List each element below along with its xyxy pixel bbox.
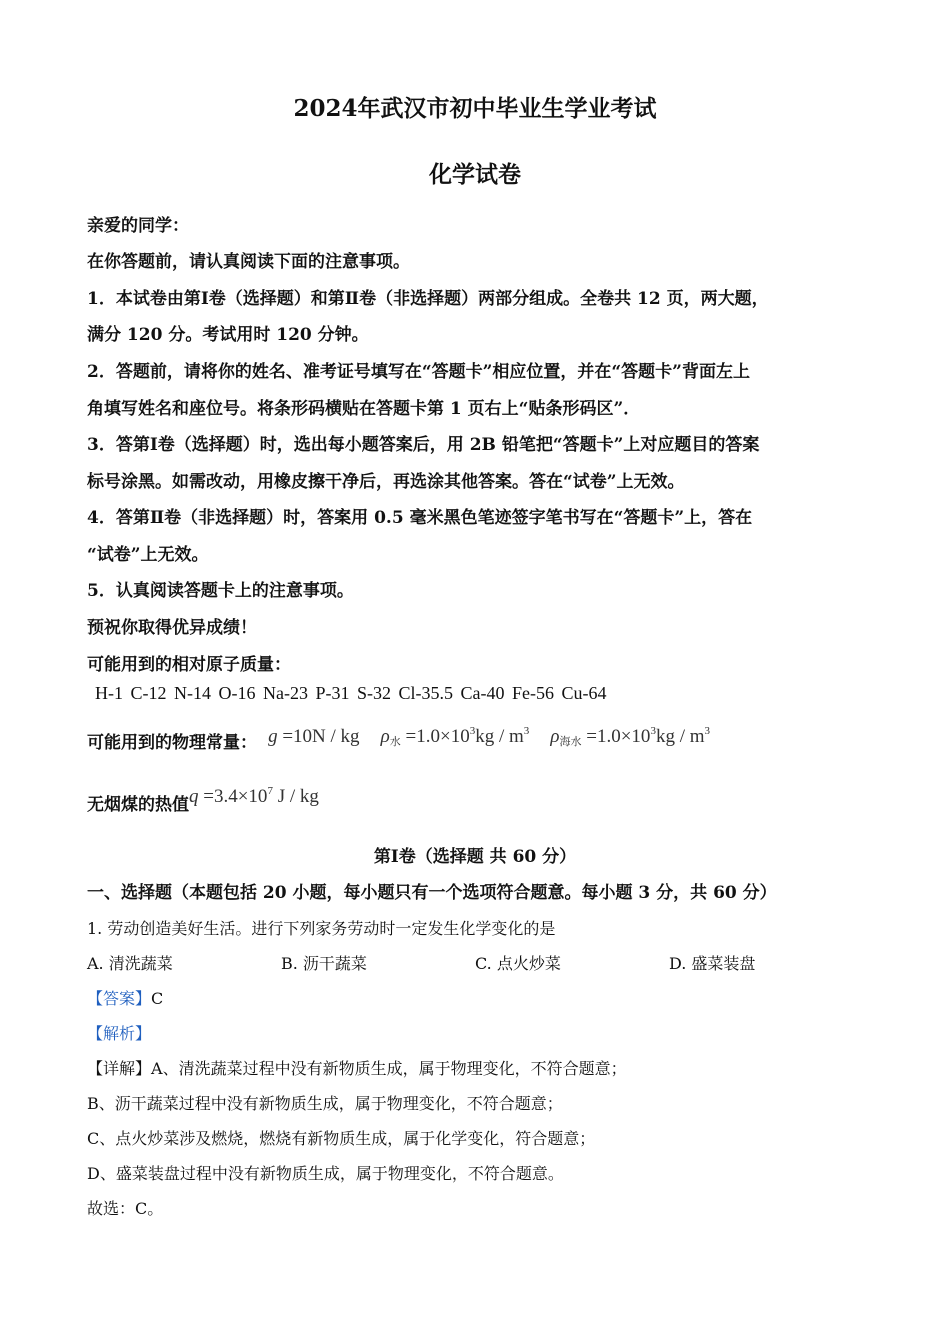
section-heading: 第Ⅰ卷（选择题 共 60 分）: [373, 847, 577, 867]
physics-constants-label: 可能用到的物理常量：: [87, 733, 257, 753]
option-a: A. 清洗蔬菜: [87, 954, 173, 973]
conclusion-line: 故选：C。: [87, 1199, 164, 1218]
question-stem: 1. 劳动创造美好生活。进行下列家务劳动时一定发生化学变化的是: [87, 919, 556, 938]
physics-constants-row: [87, 722, 710, 753]
rho-symbol: ρ: [380, 726, 390, 747]
notice-line: 3．答第Ⅰ卷（选择题）时，选出每小题答案后，用 2B 铅笔把“答题卡”上对应题目的答案: [87, 435, 760, 455]
option-c: C. 点火炒菜: [475, 954, 561, 973]
q-value: =3.4×10: [203, 786, 268, 807]
answer-line: [87, 986, 163, 1009]
q-unit: J / kg: [272, 786, 319, 807]
rho-symbol: ρ: [550, 726, 560, 747]
exam-title: 2024年武汉市初中毕业生学业考试: [293, 95, 657, 122]
notice-line: 标号涂黑。如需改动，用橡皮擦干净后，再选涂其他答案。答在“试卷”上无效。: [87, 472, 685, 492]
atomic-mass-list: H-1 C-12 N-14 O-16 Na-23 P-31 S-32 Cl-35.5 Ca-40 Fe-56 Cu-64: [95, 683, 607, 703]
rho-water-unit: kg / m: [475, 726, 524, 747]
rho-water-subscript: 水: [389, 736, 401, 748]
q-exponent: 7: [267, 785, 273, 797]
exam-subtitle: 化学试卷: [429, 161, 521, 188]
rho-water-value: =1.0×10: [405, 726, 470, 747]
rho-sea-unit-exponent: 3: [704, 725, 710, 737]
seawater-density-constant: [550, 726, 710, 747]
option-b: B. 沥干蔬菜: [281, 954, 367, 973]
analysis-tag: 【解析】: [87, 1024, 152, 1043]
notice-line: 满分 120 分。考试用时 120 分钟。: [87, 325, 369, 345]
answer-value: C: [151, 989, 164, 1008]
rho-water-exponent: 3: [469, 725, 476, 737]
detail-line: [87, 1056, 627, 1079]
notice-line: 1．本试卷由第Ⅰ卷（选择题）和第Ⅱ卷（非选择题）两部分组成。全卷共 12 页，两大题，: [87, 289, 769, 309]
detail-text: A、清洗蔬菜过程中没有新物质生成，属于物理变化，不符合题意；: [151, 1059, 627, 1078]
q-symbol: q: [189, 786, 199, 807]
wish-line: 预祝你取得优异成绩！: [87, 618, 257, 638]
notice-line: 4．答第Ⅱ卷（非选择题）时，答案用 0.5 毫米黑色笔迹签字笔书写在“答题卡”上，答在: [87, 508, 753, 528]
rho-sea-subscript: 海水: [559, 736, 582, 748]
water-density-constant: [381, 726, 530, 747]
section-instruction: 一、选择题（本题包括 20 小题，每小题只有一个选项符合题意。每小题 3 分，共 60 分）: [87, 883, 777, 903]
notice-line: 2．答题前，请将你的姓名、准考证号填写在“答题卡”相应位置，并在“答题卡”背面左上: [87, 362, 750, 382]
heat-value-formula: [189, 786, 319, 807]
notice-line: 角填写姓名和座位号。将条形码横贴在答题卡第 1 页右上“贴条形码区”．: [87, 399, 641, 419]
rho-water-unit-exponent: 3: [523, 725, 530, 737]
notice-line: “试卷”上无效。: [87, 545, 209, 565]
notice-line: 5．认真阅读答题卡上的注意事项。: [87, 581, 354, 601]
atomic-mass-label: 可能用到的相对原子质量：: [87, 655, 291, 675]
rho-sea-value: =1.0×10: [586, 726, 651, 747]
detail-line: C、点火炒菜涉及燃烧，燃烧有新物质生成，属于化学变化，符合题意；: [87, 1129, 596, 1148]
detail-tag: 【详解】: [87, 1059, 152, 1078]
g-symbol: g: [268, 726, 278, 747]
detail-line: D、盛菜装盘过程中没有新物质生成，属于物理变化，不符合题意。: [87, 1164, 564, 1183]
rho-sea-unit: kg / m: [655, 726, 705, 747]
notice-intro: 在你答题前，请认真阅读下面的注意事项。: [87, 252, 410, 272]
option-d: D. 盛菜装盘: [669, 954, 756, 973]
heat-value-label: 无烟煤的热值: [87, 795, 189, 815]
heat-value-row: [87, 782, 319, 815]
greeting: 亲爱的同学：: [87, 216, 189, 236]
answer-tag: 【答案】: [87, 989, 152, 1008]
rho-sea-exponent: 3: [650, 725, 656, 737]
gravity-constant: [268, 726, 359, 747]
g-value: =10N / kg: [282, 726, 360, 747]
detail-line: B、沥干蔬菜过程中没有新物质生成，属于物理变化，不符合题意；: [87, 1094, 563, 1113]
